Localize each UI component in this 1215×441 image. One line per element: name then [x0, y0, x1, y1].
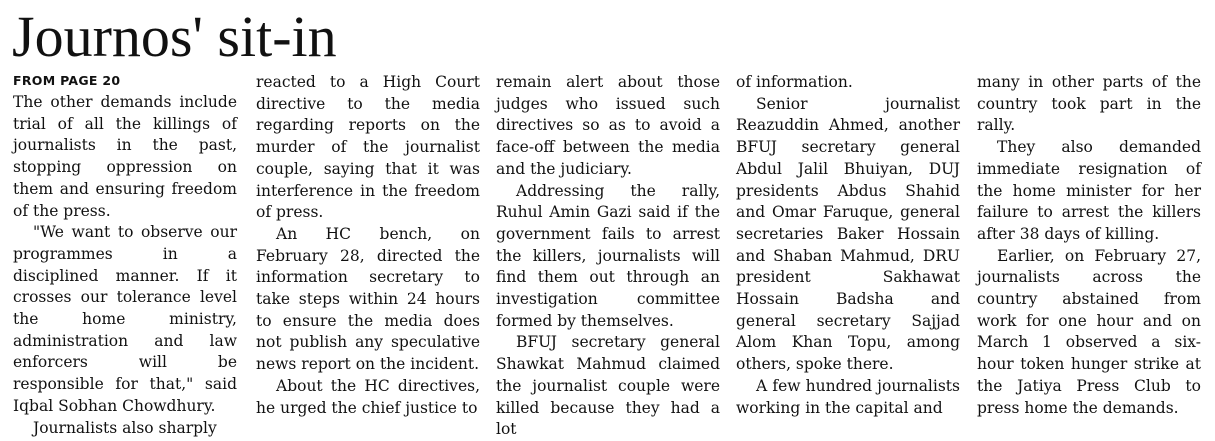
paragraph: "We want to observe our programmes in a disciplined manner. If it crosses our tolerance level the home ministry, administration and law enforcers will be responsible for that," said Iqbal Sobhan Chowdhury. — [13, 223, 237, 415]
article-column-5 — [977, 72, 1201, 419]
paragraph: remain alert about those judges who issued such directives so as to avoid a face-off between the media and the judiciary. — [496, 73, 720, 178]
paragraph: Senior journalist Reazuddin Ahmed, another BFUJ secretary general Abdul Jalil Bhuiyan, DUJ presidents Abdus Shahid and Omar Faruque, general secretaries Baker Hossain and Shaban Mahmud, DRU president Sakhawat Hossain Badsha and general secretary Sajjad Alom Khan Topu, among others, spoke there. — [736, 94, 960, 374]
paragraph: of information. — [736, 73, 853, 91]
article-column-3 — [496, 72, 720, 441]
jump-line: FROM PAGE 20 — [13, 73, 121, 88]
paragraph: BFUJ secretary general Shawkat Mahmud claimed the journalist couple were killed because they had a lot — [496, 333, 720, 439]
paragraph: many in other parts of the country took part in the rally. — [977, 73, 1201, 135]
paragraph: Earlier, on February 27, journalists across the country abstained from work for one hour and on March 1 observed a six-hour token hunger strike at the Jatiya Press Club to press home the demands. — [977, 246, 1201, 417]
article-column-2 — [256, 72, 480, 419]
article-column-1 — [13, 92, 237, 439]
paragraph: Journalists also sharply — [33, 418, 217, 437]
headline: Journos' sit-in — [12, 4, 337, 69]
paragraph: A few hundred journalists working in the capital and — [736, 376, 960, 417]
paragraph: reacted to a High Court directive to the media regarding reports on the murder of the journalist couple, saying that it was interference in the freedom of press. — [256, 73, 480, 222]
paragraph: About the HC directives, he urged the chief justice to — [256, 376, 480, 417]
paragraph: An HC bench, on February 28, directed the information secretary to take steps within 24 hours to ensure the media does not publish any speculative news report on the incident. — [256, 224, 480, 374]
article-column-4 — [736, 72, 960, 419]
paragraph: The other demands include trial of all the killings of journalists in the past, stopping oppression on them and ensuring freedom of the press. — [13, 93, 237, 220]
paragraph: Addressing the rally, Ruhul Amin Gazi said if the government fails to arrest the killers, journalists will find them out through an investigation committee formed by themselves. — [496, 181, 720, 330]
paragraph: They also demanded immediate resignation of the home minister for her failure to arrest the killers after 38 days of killing. — [977, 138, 1201, 243]
